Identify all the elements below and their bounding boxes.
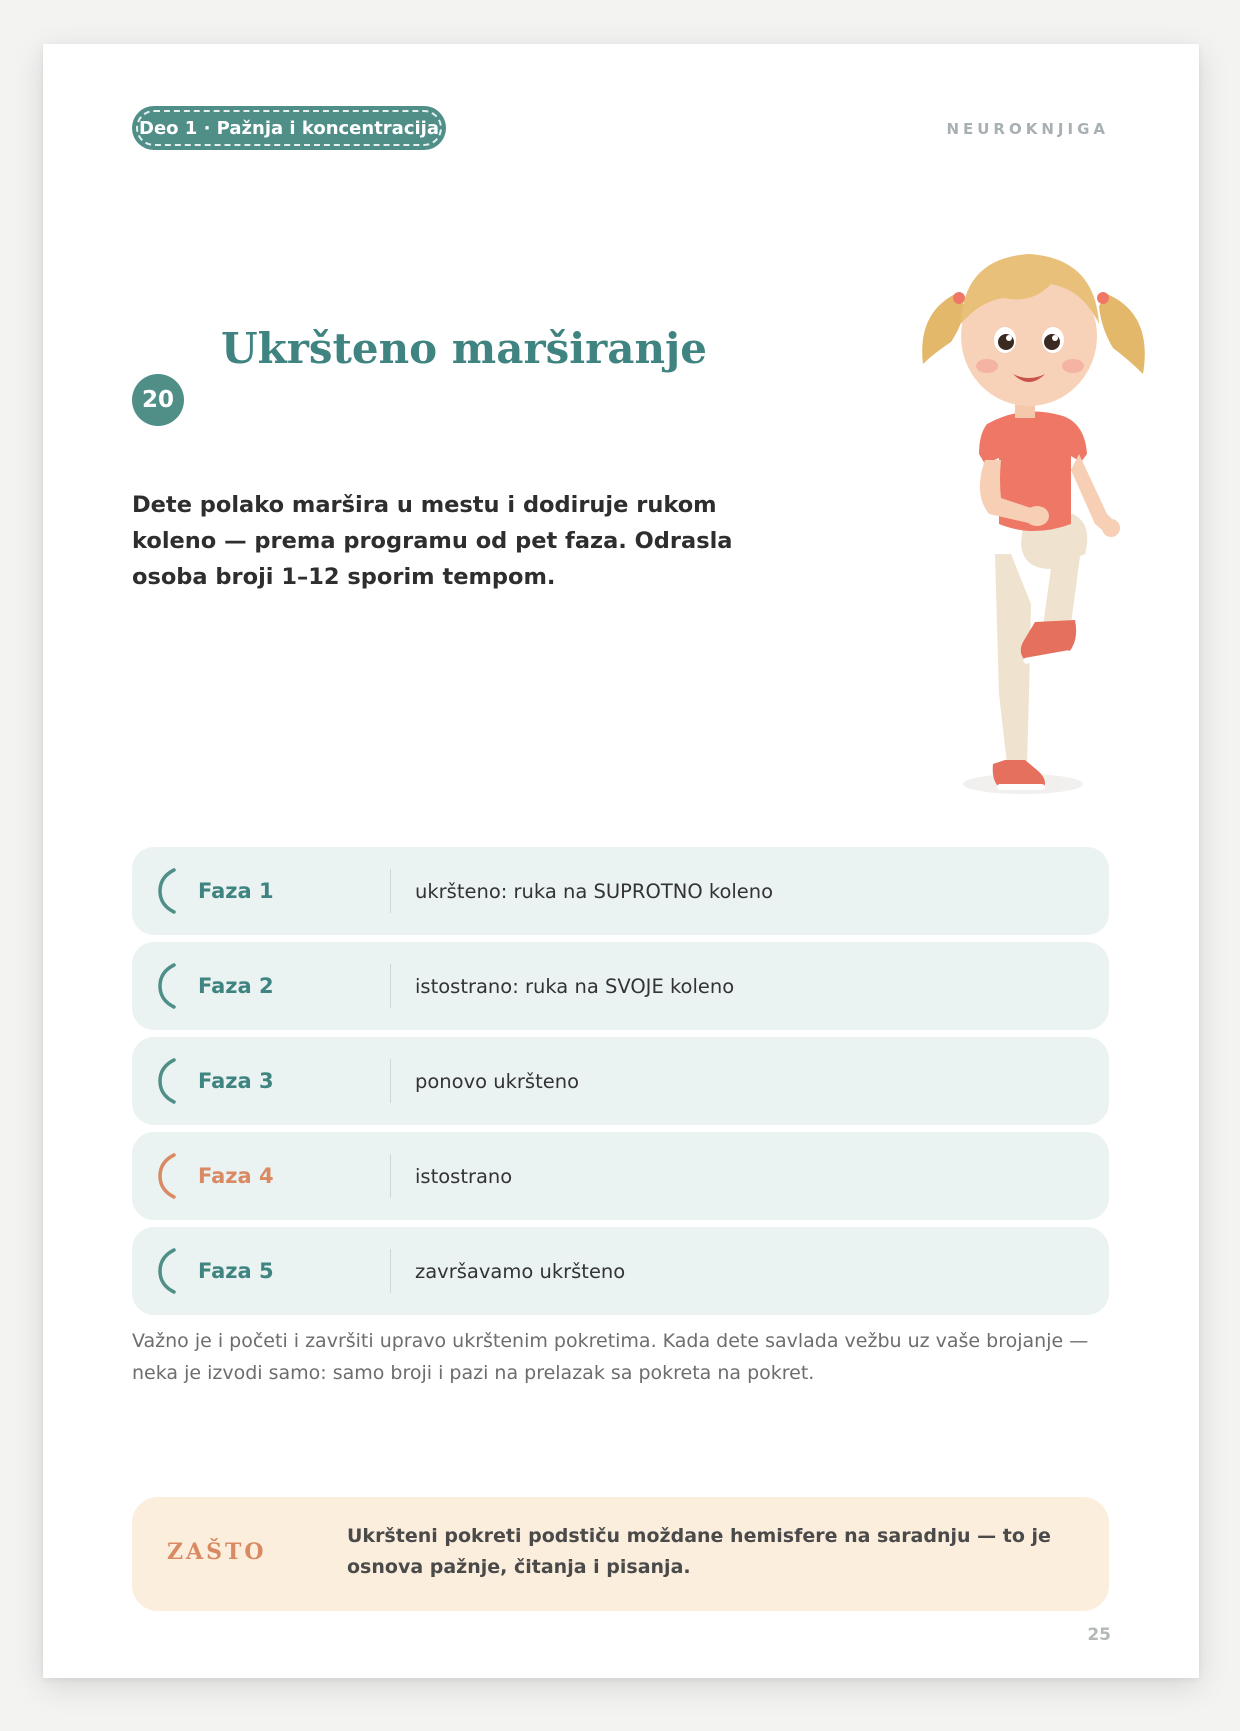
phase-label: Faza 1 [198, 879, 274, 903]
phase-label: Faza 5 [198, 1259, 274, 1283]
exercise-title: Ukršteno marširanje [221, 324, 707, 373]
bracket-icon [156, 1057, 178, 1105]
book-page [43, 44, 1199, 1678]
divider [390, 869, 391, 913]
chapter-label: Deo 1 · Pažnja i koncentracija [136, 110, 442, 146]
phase-row [132, 942, 1109, 1030]
brand-name: NEUROKNJIGA [946, 120, 1109, 138]
phase-description: ponovo ukršteno [415, 1069, 580, 1093]
why-box [132, 1497, 1109, 1611]
phase-label: Faza 2 [198, 974, 274, 998]
phase-row [132, 1037, 1109, 1125]
phase-row [132, 847, 1109, 935]
note-text: Važno je i početi i završiti upravo ukrštenim pokretima. Kada dete savlada vežbu uz vaše brojanje — neka je izvodi samo: samo broji i pazi na prelazak sa pokreta na pokret. [132, 1330, 1089, 1384]
exercise-lead-text: Dete polako maršira u mestu i dodiruje rukom koleno — prema programu od pet faza. Odrasla osoba broji 1–12 sporim tempom. [132, 492, 733, 590]
bracket-icon [156, 962, 178, 1010]
divider [390, 1249, 391, 1293]
phase-description: završavamo ukršteno [415, 1259, 626, 1283]
bracket-icon [156, 867, 178, 915]
divider [390, 1059, 391, 1103]
phase-row [132, 1132, 1109, 1220]
phase-label: Faza 4 [198, 1164, 274, 1188]
page-number: 25 [1087, 1625, 1111, 1645]
chapter-badge [132, 106, 446, 150]
phase-label: Faza 3 [198, 1069, 274, 1093]
divider [390, 964, 391, 1008]
girl-marching-illustration [903, 224, 1173, 824]
bracket-icon [156, 1152, 178, 1200]
exercise-number-badge: 20 [132, 374, 184, 426]
why-label: ZAŠTO [167, 1539, 267, 1565]
phase-description: istostrano: ruka na SVOJE koleno [415, 974, 735, 998]
phase-row [132, 1227, 1109, 1315]
phase-list [132, 847, 1109, 1322]
divider [390, 1154, 391, 1198]
phase-description: ukršteno: ruka na SUPROTNO koleno [415, 879, 774, 903]
phase-description: istostrano [415, 1164, 513, 1188]
bracket-icon [156, 1247, 178, 1295]
why-text: Ukršteni pokreti podstiču moždane hemisfere na saradnju — to je osnova pažnje, čitanja i pisanja. [347, 1525, 1051, 1578]
